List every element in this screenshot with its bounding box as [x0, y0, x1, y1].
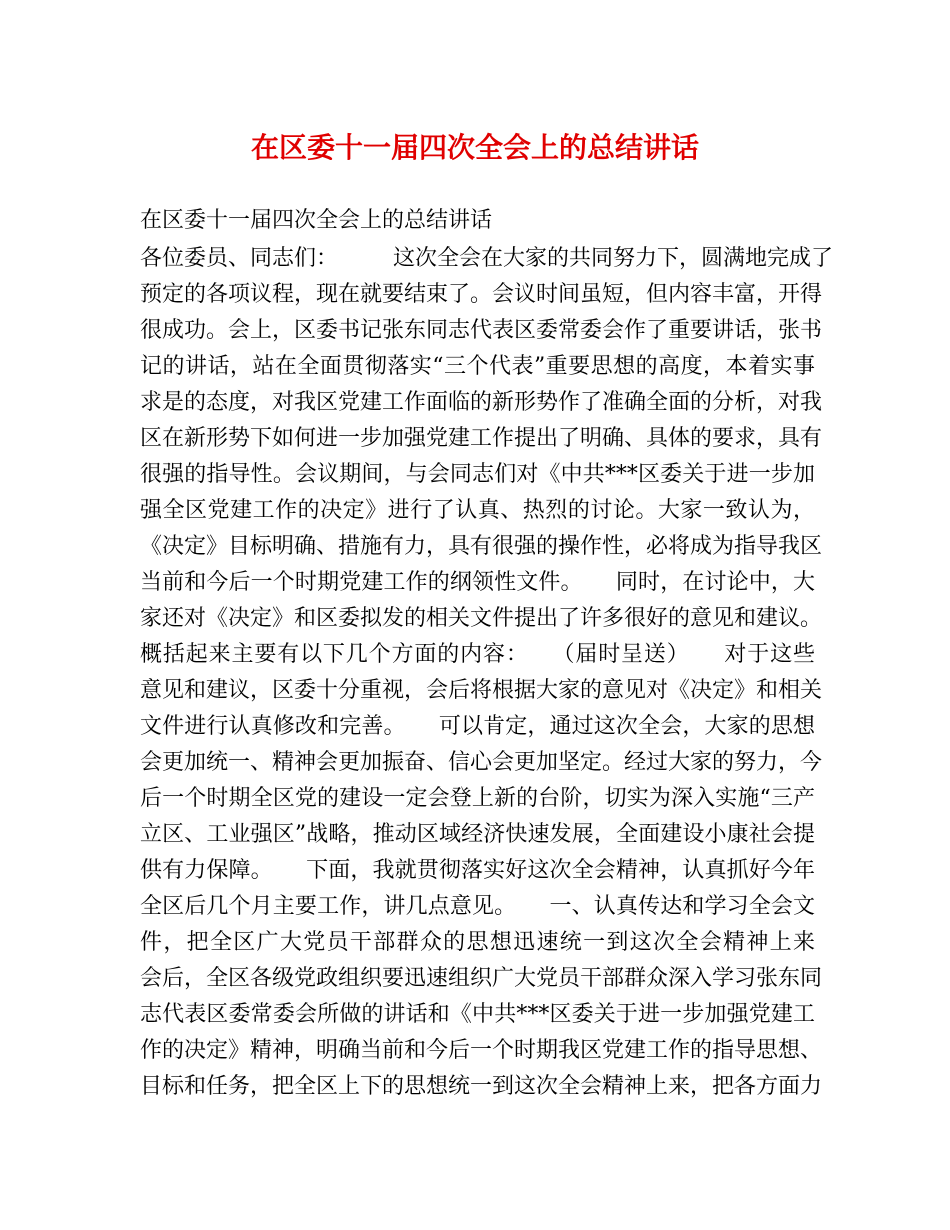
- body-line: 会后，全区各级党政组织要迅速组织广大党员干部群众深入学习张东同: [140, 966, 823, 991]
- body-line: 志代表区委常委会所做的讲话和《中共***区委关于进一步加强党建工: [140, 1002, 815, 1027]
- body-line: 预定的各项议程，现在就要结束了。会议时间虽短，但内容丰富，开得: [140, 282, 823, 307]
- body-line: 很强的指导性。会议期间，与会同志们对《中共***区委关于进一步加: [140, 462, 815, 487]
- body-line: 目标和任务，把全区上下的思想统一到这次全会精神上来，把各方面力: [140, 1074, 823, 1099]
- body-line: 供有力保障。 下面，我就贯彻落实好这次全会精神，认真抓好今年: [140, 858, 815, 883]
- body-line: 文件进行认真修改和完善。 可以肯定，通过这次全会，大家的思想: [140, 714, 815, 739]
- body-line: 意见和建议，区委十分重视，会后将根据大家的意见对《决定》和相关: [140, 678, 823, 703]
- body-line: 立区、工业强区”战略，推动区域经济快速发展，全面建设小康社会提: [140, 822, 815, 847]
- body-line: 记的讲话，站在全面贯彻落实“三个代表”重要思想的高度，本着实事: [140, 354, 815, 379]
- body-line: 后一个时期全区党的建设一定会登上新的台阶，切实为深入实施“三产: [140, 786, 815, 811]
- body-line: 概括起来主要有以下几个方面的内容： （届时呈送） 对于这些: [140, 642, 815, 667]
- body-line: 会更加统一、精神会更加振奋、信心会更加坚定。经过大家的努力，今: [140, 750, 823, 775]
- body-line: 求是的态度，对我区党建工作面临的新形势作了准确全面的分析，对我: [140, 390, 823, 415]
- document-title: 在区委十一届四次全会上的总结讲话: [250, 131, 699, 164]
- body-line: 家还对《决定》和区委拟发的相关文件提出了许多很好的意见和建议。: [140, 606, 823, 631]
- body-line: 当前和今后一个时期党建工作的纲领性文件。 同时，在讨论中，大: [140, 570, 815, 595]
- body-line: 作的决定》精神，明确当前和今后一个时期我区党建工作的指导思想、: [140, 1038, 823, 1063]
- body-line: 全区后几个月主要工作，讲几点意见。 一、认真传达和学习全会文: [140, 894, 815, 919]
- body-line: 《决定》目标明确、措施有力，具有很强的操作性，必将成为指导我区: [140, 534, 823, 559]
- body-line: 很成功。会上，区委书记张东同志代表区委常委会作了重要讲话，张书: [140, 318, 823, 343]
- subtitle-line: 在区委十一届四次全会上的总结讲话: [140, 208, 493, 233]
- body-line: 各位委员、同志们： 这次全会在大家的共同努力下，圆满地完成了: [140, 246, 834, 271]
- body-line: 区在新形势下如何进一步加强党建工作提出了明确、具体的要求，具有: [140, 426, 823, 451]
- body-line: 强全区党建工作的决定》进行了认真、热烈的讨论。大家一致认为，: [140, 498, 815, 523]
- body-line: 件，把全区广大党员干部群众的思想迅速统一到这次全会精神上来: [140, 930, 815, 955]
